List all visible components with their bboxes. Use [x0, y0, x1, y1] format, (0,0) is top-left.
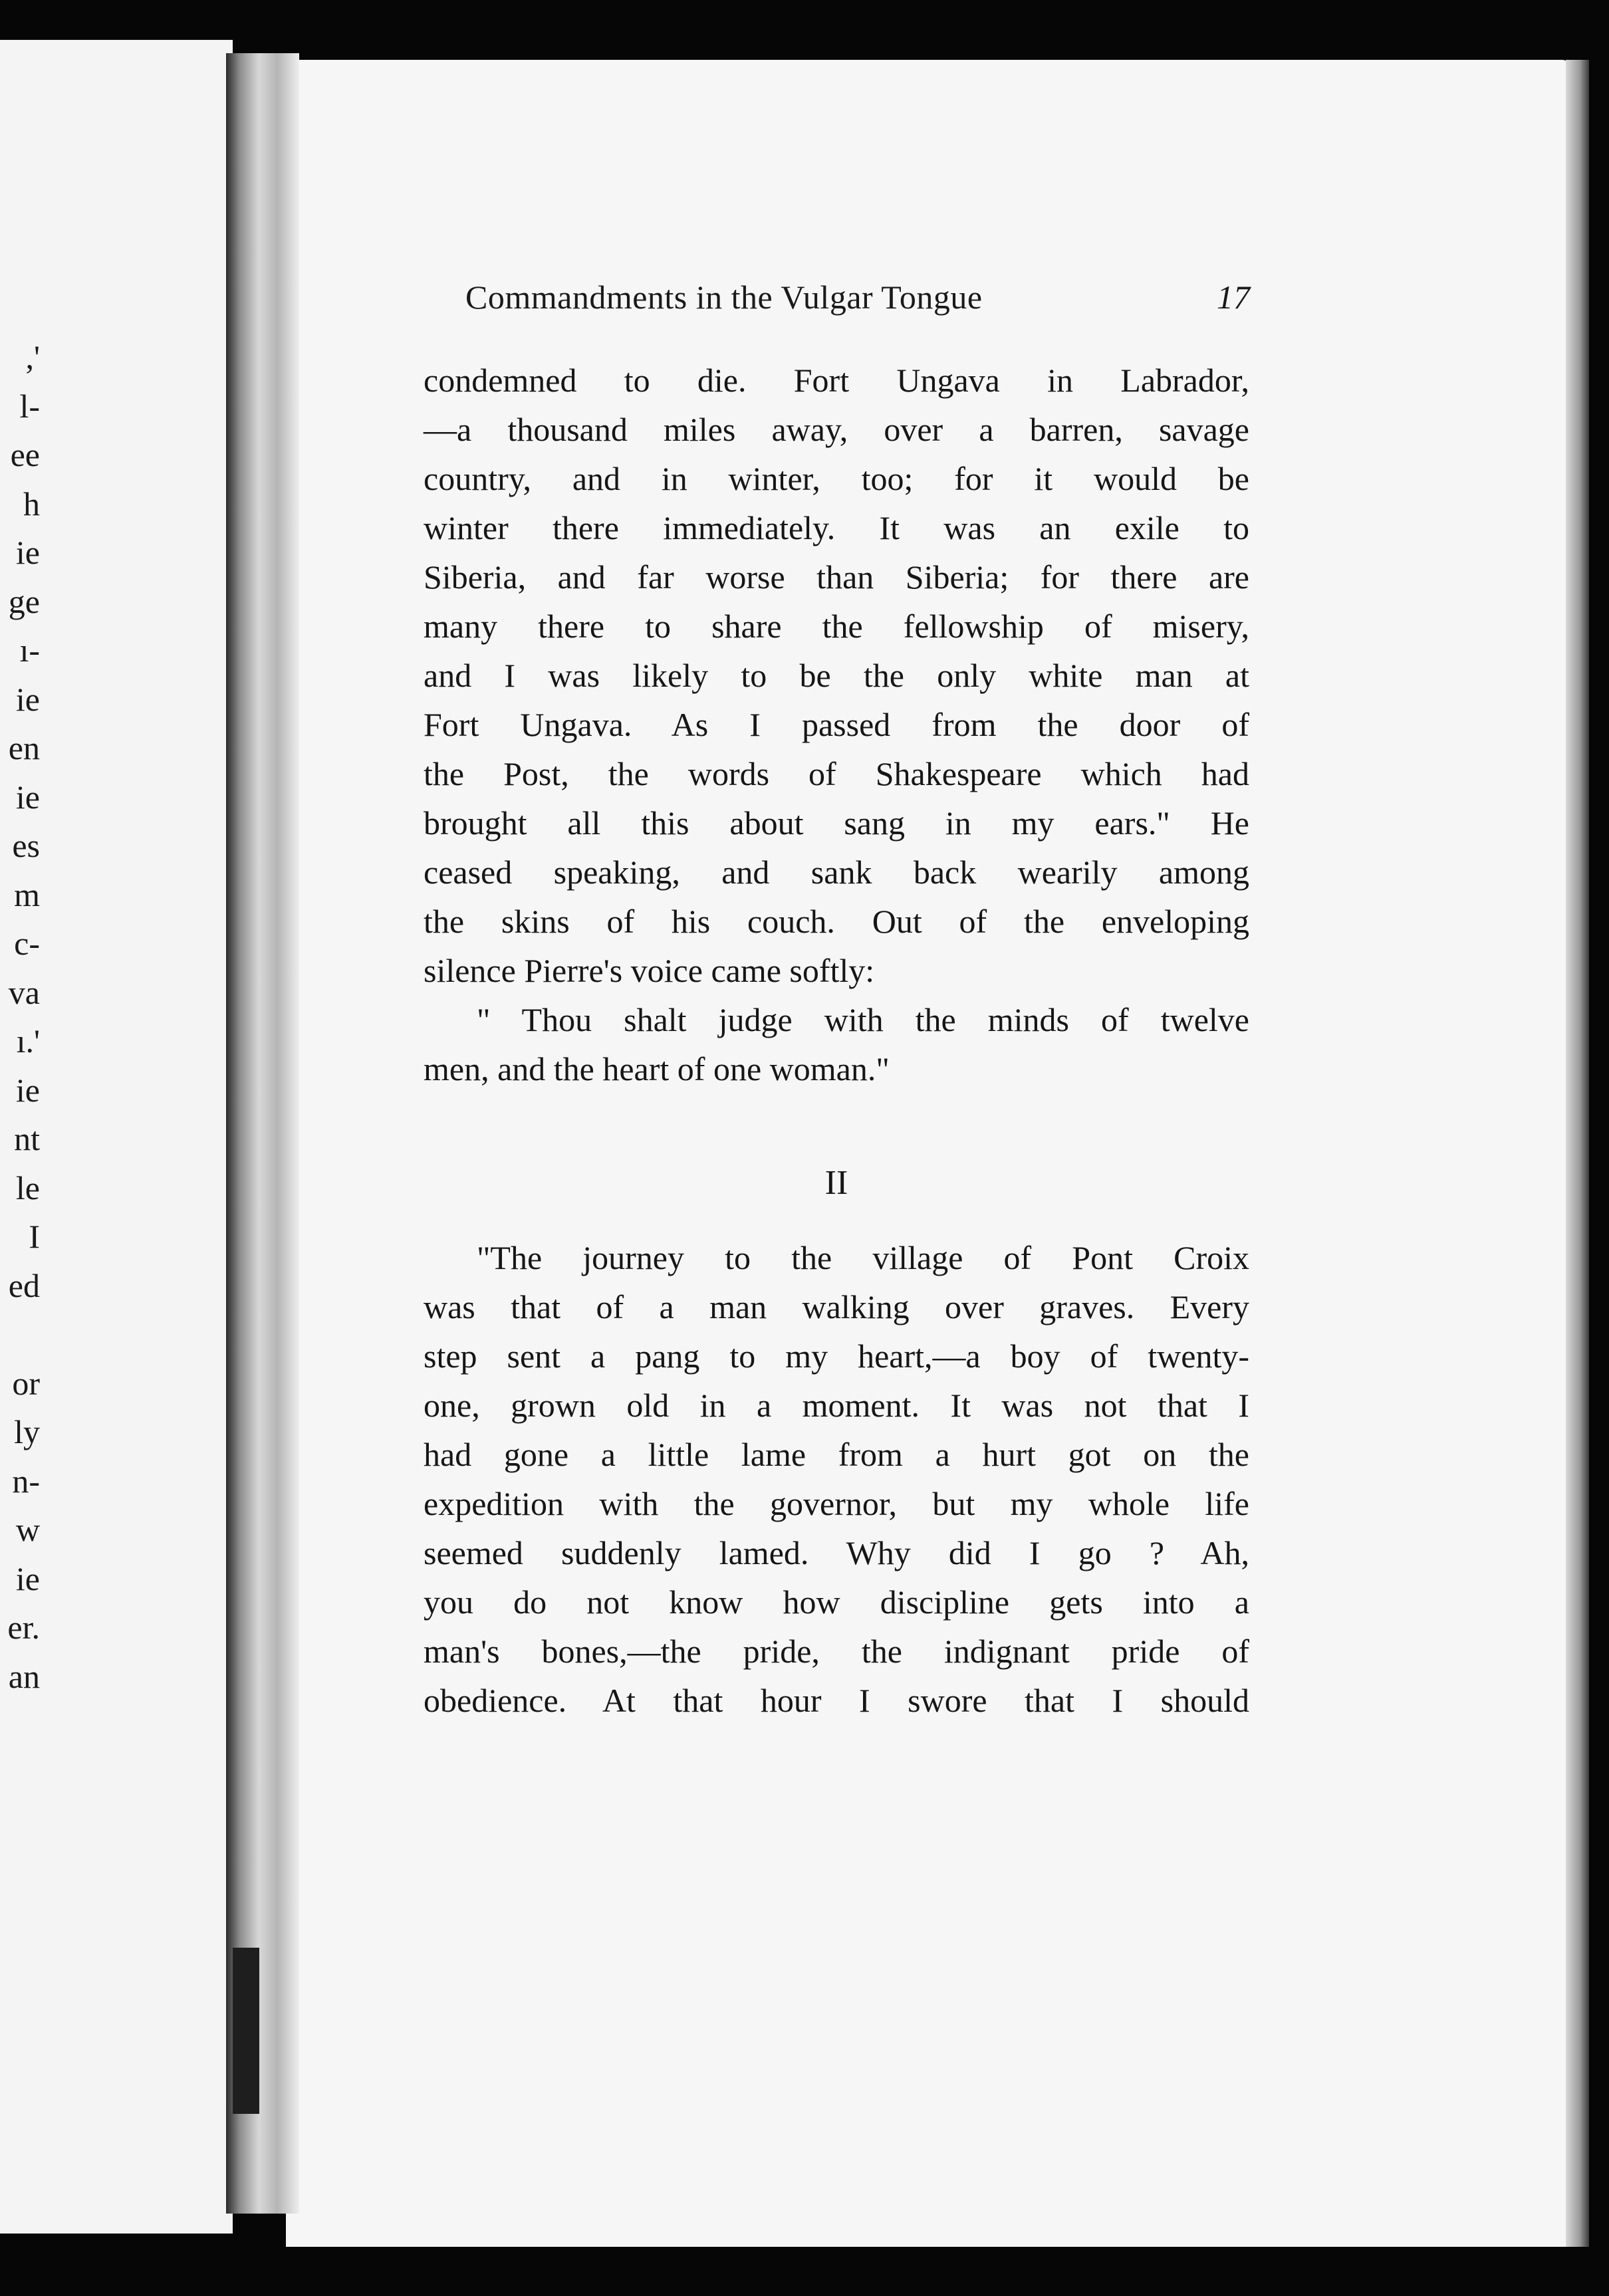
line-ending: es [12, 827, 40, 864]
line-ending: n- [12, 1462, 40, 1500]
text-line: —a thousand miles away, over a barren, savage [424, 411, 1249, 448]
text-line: one, grown old in a moment. It was not that I [424, 1387, 1249, 1424]
line-ending: en [8, 729, 40, 766]
line-ending: ie [15, 680, 40, 718]
text-line: ceased speaking, and sank back wearily among [424, 854, 1249, 891]
previous-page-fragment [0, 40, 233, 2234]
line-ending: ,' [25, 338, 40, 376]
line-ending: ed [8, 1266, 40, 1304]
line-ending: ı- [19, 631, 40, 669]
line-ending: ı.' [16, 1022, 40, 1060]
line-ending: le [15, 1169, 40, 1206]
text-line: men, and the heart of one woman." [424, 1050, 890, 1088]
line-ending: ie [15, 534, 40, 571]
line-ending: h [23, 485, 40, 522]
running-title: Commandments in the Vulgar Tongue [465, 279, 983, 316]
line-ending: ie [15, 1559, 40, 1597]
text-line: you do not know how discipline gets into a [424, 1583, 1249, 1621]
line-ending: I [29, 1218, 40, 1255]
text-line: the skins of his couch. Out of the enveloping [424, 903, 1249, 940]
text-line: expedition with the governor, but my whole life [424, 1485, 1249, 1522]
previous-page-line-endings [0, 332, 40, 1700]
text-line: silence Pierre's voice came softly: [424, 952, 875, 989]
page-edge [1566, 60, 1589, 2247]
line-ending: ie [15, 1071, 40, 1109]
text-line: Fort Ungava. As I passed from the door of [424, 706, 1249, 743]
text-line: obedience. At that hour I swore that I should [424, 1682, 1249, 1719]
text-line: seemed suddenly lamed. Why did I go ? Ah, [424, 1534, 1249, 1571]
text-line: step sent a pang to my heart,—a boy of twenty- [424, 1337, 1249, 1375]
text-line: and I was likely to be the only white man at [424, 657, 1249, 694]
line-ending: m [14, 875, 40, 913]
line-ending: ge [8, 582, 40, 620]
line-ending: er. [7, 1609, 40, 1646]
text-line: winter there immediately. It was an exile to [424, 509, 1249, 546]
line-ending: nt [14, 1120, 40, 1157]
text-line: country, and in winter, too; for it would be [424, 460, 1249, 497]
text-line: "The journey to the village of Pont Croix [477, 1239, 1249, 1276]
line-ending: va [8, 973, 40, 1011]
line-ending: ee [10, 436, 40, 473]
line-ending: c- [14, 925, 40, 962]
text-line: the Post, the words of Shakespeare which had [424, 755, 1249, 792]
text-line: condemned to die. Fort Ungava in Labrador, [424, 362, 1249, 399]
body-text [424, 356, 1249, 1093]
line-ending: ie [15, 778, 40, 816]
text-line: Siberia, and far worse than Siberia; for there are [424, 558, 1249, 596]
book-gutter [226, 53, 299, 2214]
body-text-continued [424, 1233, 1249, 1725]
text-line: man's bones,—the pride, the indignant pride of [424, 1633, 1249, 1670]
section-heading: II [824, 1164, 848, 1202]
text-line: " Thou shalt judge with the minds of twelve [477, 1001, 1249, 1038]
line-ending: an [8, 1657, 40, 1695]
page-number: 17 [1217, 279, 1250, 316]
line-ending: or [12, 1364, 40, 1402]
text-line: brought all this about sang in my ears." He [424, 804, 1249, 842]
line-ending: ly [14, 1413, 40, 1450]
text-line: was that of a man walking over graves. Every [424, 1288, 1249, 1325]
line-ending: w [15, 1511, 40, 1548]
line-ending [0, 1310, 40, 1359]
gutter-shadow [233, 1948, 259, 2114]
line-ending: l- [19, 387, 40, 425]
text-line: had gone a little lame from a hurt got on the [424, 1436, 1249, 1473]
text-line: many there to share the fellowship of misery, [424, 608, 1249, 645]
